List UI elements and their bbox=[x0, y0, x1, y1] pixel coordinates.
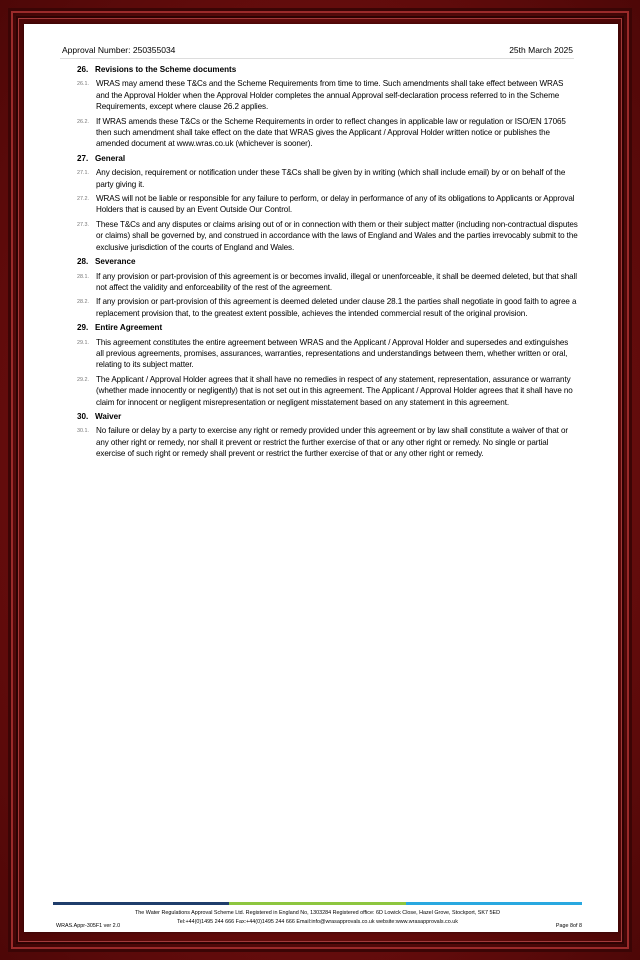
clause-text: Any decision, requirement or notification under these T&Cs shall be given by in writing (which shall include email) by or on behalf of the party giving it. bbox=[96, 168, 566, 189]
footer-bar-segment bbox=[53, 902, 229, 905]
footer-doc-ref: WRAS.Appr-305F1 ver 2.0 bbox=[56, 923, 121, 929]
section-heading bbox=[62, 153, 578, 164]
section-number: 26. bbox=[77, 65, 89, 74]
clause bbox=[62, 425, 578, 459]
section-number: 29. bbox=[77, 323, 89, 333]
section-heading bbox=[62, 256, 578, 267]
clause bbox=[62, 374, 578, 408]
footer-bar-segment bbox=[229, 902, 405, 905]
section-heading bbox=[62, 64, 578, 75]
clause bbox=[62, 296, 578, 319]
footer-color-bar bbox=[53, 902, 582, 905]
clause-text: These T&Cs and any disputes or claims arising out of or in connection with them or their subject matter (including non-contractual disputes or claims) shall be governed by, and construed in accordance with the laws of England and Wales and the parties irrevocably submit to the exclusive jurisdiction of the courts of England and Wales. bbox=[96, 219, 578, 252]
clause-text: The Applicant / Approval Holder agrees that it shall have no remedies in respect of any statement, representation, assurance or warranty (whether made innocently or negligently) that is not set out in this agreement. The Applicant / Approval Holder agrees that it shall have no claim for innocent or negligent misrepresentation or negligent misstatement based on any statement in this agreement. bbox=[96, 374, 573, 407]
clause-text: No failure or delay by a party to exercise any right or remedy provided under this agreement or by law shall constitute a waiver of that or any other right or remedy, nor shall it prevent or restrict the further exercise of that or any other right or remedy. No single or partial exercise of such right or remedy shall prevent or restrict the further exercise of that or any other right or remedy. bbox=[96, 426, 568, 459]
clause bbox=[62, 271, 578, 294]
terms-content bbox=[62, 62, 578, 463]
clause bbox=[62, 193, 578, 216]
clause-text: This agreement constitutes the entire agreement between WRAS and the Applicant / Approval Holder and supersedes and extinguishes all previous agreements, promises, assurances, warranties, representations and understandings between them, whether written or oral, relating to its subject matter. bbox=[96, 337, 569, 370]
clause-number: 26.2. bbox=[77, 118, 89, 125]
footer-contact-line: Tel:+44(0)1495 244 666 Fax:+44(0)1495 244 666 Email:info@wrasapprovals.co.uk website:www.wrasapprovals.co.uk bbox=[177, 919, 458, 925]
approval-number: Approval Number: 250355034 bbox=[62, 45, 176, 55]
header-date: 25th March 2025 bbox=[509, 45, 573, 55]
clause-number: 28.1. bbox=[77, 273, 89, 280]
clause-text: WRAS may amend these T&Cs and the Scheme Requirements from time to time. Such amendments shall take effect between WRAS and the Approval Holder when the Approval Holder completes the annual Approval self-declaration process referred to in the Scheme Requirements, except where clause 26.2 applies. bbox=[96, 79, 564, 112]
clause bbox=[62, 167, 578, 190]
clause-number: 30.1. bbox=[77, 428, 89, 435]
clause-text: If any provision or part-provision of this agreement is deemed deleted under clause 28.1 the parties shall negotiate in good faith to agree a replacement provision that, to the greatest extent possible, achieves the intended commercial result of the original provision. bbox=[96, 297, 577, 318]
page-header bbox=[62, 45, 573, 57]
clause-number: 27.2. bbox=[77, 196, 89, 203]
document-page bbox=[24, 24, 618, 932]
section-title: Severance bbox=[95, 257, 136, 267]
section-title: Waiver bbox=[95, 411, 122, 421]
clause-number: 26.1. bbox=[77, 81, 89, 88]
section-heading bbox=[62, 411, 578, 422]
clause-number: 29.2. bbox=[77, 376, 89, 383]
clause-text: If WRAS amends these T&Cs or the Scheme Requirements in order to reflect changes in applicable law or regulation or ISO/EN 17065 then such amendment shall take effect on the date that WRAS gives the Applicant / Approval Holder written notice or publishes the amended document at www.wras.co.uk (whichever is sooner). bbox=[96, 116, 566, 149]
section-number: 27. bbox=[77, 153, 89, 163]
clause-number: 27.3. bbox=[77, 221, 89, 228]
section-title: Revisions to the Scheme documents bbox=[95, 65, 237, 74]
clause-number: 29.1. bbox=[77, 339, 89, 346]
clause bbox=[62, 219, 578, 253]
section-number: 30. bbox=[77, 411, 89, 421]
clause bbox=[62, 337, 578, 371]
clause bbox=[62, 78, 578, 112]
header-divider bbox=[60, 58, 574, 59]
section-number: 28. bbox=[77, 257, 89, 267]
section-title: Entire Agreement bbox=[95, 323, 163, 333]
clause bbox=[62, 116, 578, 150]
footer-page-number: Page 8of 8 bbox=[555, 923, 582, 929]
footer-company-line: The Water Regulations Approval Scheme Ltd. Registered in England No, 1303284 Registered office: 6D Lowick Close, Hazel Grove, Stockport, SK7 5ED bbox=[135, 910, 500, 916]
section-title: General bbox=[95, 153, 126, 163]
clause-text: WRAS will not be liable or responsible for any failure to perform, or delay in performance of any of its obligations to Applicants or Approval Holders that is caused by an Event Outside Our Control. bbox=[96, 194, 575, 215]
footer-bar-segment bbox=[406, 902, 582, 905]
clause-text: If any provision or part-provision of this agreement is or becomes invalid, illegal or unenforceable, it shall be deemed deleted, but that shall not affect the validity and enforceability of the rest of the agreement. bbox=[96, 271, 577, 292]
clause-number: 28.2. bbox=[77, 299, 89, 306]
section-heading bbox=[62, 322, 578, 333]
clause-number: 27.1. bbox=[77, 170, 89, 177]
